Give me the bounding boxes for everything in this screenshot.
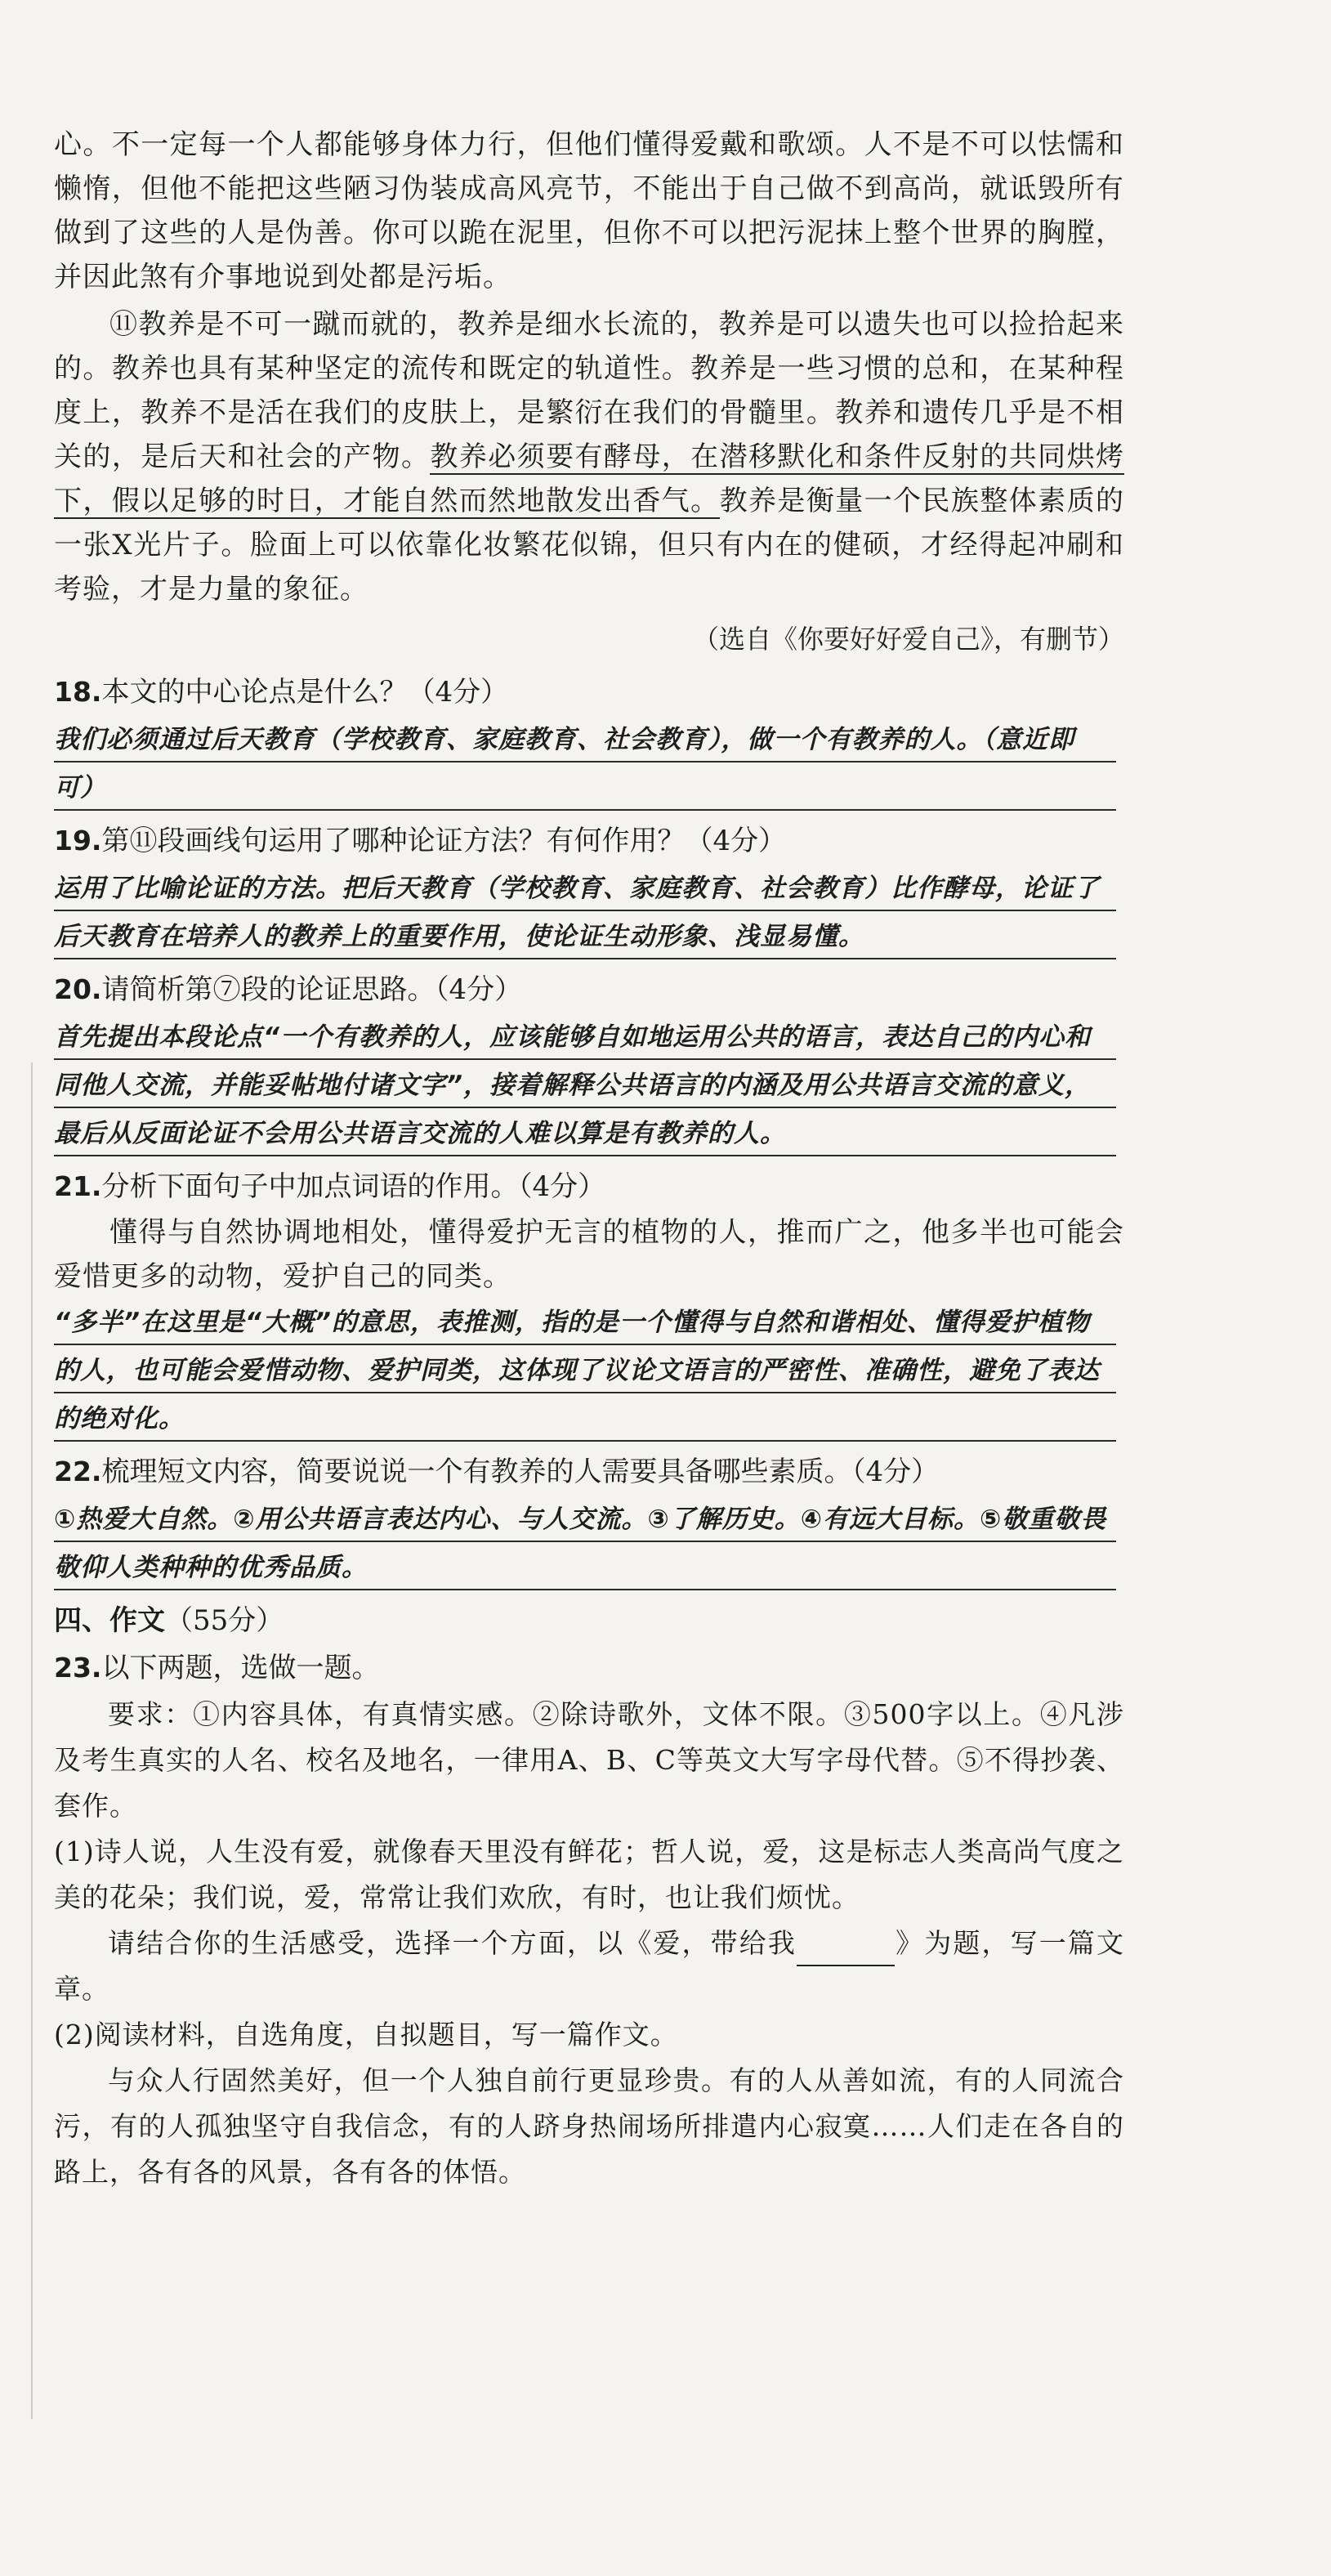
essay-requirements: 要求：①内容具体，有真情实感。②除诗歌外，文体不限。③500字以上。④凡涉及考生真实的人名、校名及地名，一律用A、B、C等英文大写字母代替。⑤不得抄袭、套作。 — [54, 1698, 1124, 1822]
margin-rule — [31, 1062, 33, 2419]
question-number: 21. — [54, 1170, 102, 1202]
question-number: 19. — [54, 825, 102, 856]
passage-source: （选自《你要好好爱自己》，有删节） — [692, 624, 1124, 655]
section-title: 四、作文 — [54, 1604, 165, 1637]
question-number: 23. — [54, 1652, 102, 1684]
title-blank — [797, 1937, 895, 1966]
question-number: 22. — [54, 1456, 102, 1487]
task-text-b: 》为题，写一篇文章。 — [54, 1927, 1124, 2005]
question-text: 第⑪段画线句运用了哪种论证方法？有何作用？（4分） — [101, 825, 787, 857]
answer-22: ①热爱大自然。②用公共语言表达内心、与人交流。③了解历史。④有远大目标。⑤敬重敬畏敬仰人类种种的优秀品质。 — [54, 1496, 1116, 1592]
question-text: 请简析第⑦段的论证思路。（4分） — [101, 973, 523, 1006]
answer-20: 首先提出本段论点“一个有教养的人，应该能够自如地运用公共的语言，表达自己的内心和同他人交流，并能妥帖地付诸文字”，接着解释公共语言的内涵及用公共语言交流的意义，最后从反面论证不会用公共语言交流的人难以算是有教养的人。 — [54, 1013, 1116, 1158]
question-text: 本文的中心论点是什么？（4分） — [101, 676, 509, 709]
essay-option-2: (2)阅读材料，自选角度，自拟题目，写一篇作文。 — [54, 2019, 678, 2051]
essay-option-1: (1)诗人说，人生没有爱，就像春天里没有鲜花；哲人说，爱，这是标志人类高尚气度之美的花朵；我们说，爱，常常让我们欢欣，有时，也让我们烦忧。 — [54, 1836, 1124, 1913]
question-22 — [54, 1448, 1124, 1592]
section-score: （55分） — [165, 1604, 284, 1637]
essay-material: 与众人行固然美好，但一个人独自前行更显珍贵。有的人从善如流，有的人同流合污，有的人孤独坚守自我信念，有的人跻身热闹场所排遣内心寂寞……人们走在各自的路上，各有各的风景，各有各的体悟。 — [54, 2064, 1124, 2188]
task-text-a: 请结合你的生活感受，选择一个方面，以《爱，带给我 — [108, 1927, 797, 1959]
question-18 — [54, 669, 1124, 812]
paragraph-11-text-b: 教养是衡量一个民族整体素质的一张X光片子。脸面上可以依靠化妆繁花似锦，但只有内在的健硕，才经得起冲刷和考验，才是力量的象征。 — [54, 485, 1125, 606]
question-22-prompt — [54, 1448, 1124, 1496]
question-21-quote: 懂得与自然协调地相处，懂得爱护无言的植物的人，推而广之，他多半也可能会爱惜更多的动物，爱护自己的同类。 — [54, 1216, 1124, 1293]
question-21 — [54, 1163, 1124, 1443]
question-text: 分析下面句子中加点词语的作用。（4分） — [101, 1170, 606, 1203]
question-number: 20. — [54, 973, 102, 1005]
question-19-prompt — [54, 817, 1124, 865]
question-text: 梳理短文内容，简要说说一个有教养的人需要具备哪些素质。（4分） — [101, 1456, 940, 1488]
underlined-sentence: 教养必须要有酵母，在潜移默化和条件反射的共同烘烤下，假以足够的时日，才能自然而然地散发出香气。 — [54, 441, 1125, 517]
question-23-prompt — [54, 1644, 1124, 1692]
page-content — [54, 123, 1124, 2195]
essay-option-1-task — [54, 1921, 1124, 2012]
paragraph-11-text-a: ⑪教养是不可一蹴而就的，教养是细水长流的，教养是可以遗失也可以捡拾起来的。教养也具有某种坚定的流传和既定的轨道性。教养是一些习惯的总和，在某种程度上，教养不是活在我们的皮肤上，是繁衍在我们的骨髓里。教养和遗传几乎是不相关的，是后天和社会的产物。 — [54, 308, 1124, 473]
question-19 — [54, 817, 1124, 961]
question-number: 18. — [54, 676, 102, 708]
passage-paragraph-continued: 心。不一定每一个人都能够身体力行，但他们懂得爱戴和歌颂。人不是不可以怯懦和懒惰，但他不能把这些陋习伪装成高风亮节，不能出于自己做不到高尚，就诋毁所有做到了这些的人是伪善。你可以跪在泥里，但你不可以把污泥抹上整个世界的胸膛，并因此煞有介事地说到处都是污垢。 — [54, 128, 1124, 293]
answer-19: 运用了比喻论证的方法。把后天教育（学校教育、家庭教育、社会教育）比作酵母，论证了后天教育在培养人的教养上的重要作用，使论证生动形象、浅显易懂。 — [54, 865, 1116, 961]
section-4-heading — [54, 1597, 1124, 1644]
answer-21: “多半”在这里是“大概”的意思，表推测，指的是一个懂得与自然和谐相处、懂得爱护植物的人，也可能会爱惜动物、爱护同类，这体现了议论文语言的严密性、准确性，避免了表达的绝对化。 — [54, 1299, 1116, 1443]
question-text: 以下两题，选做一题。 — [101, 1652, 380, 1684]
question-21-prompt — [54, 1163, 1124, 1210]
question-18-prompt — [54, 669, 1124, 716]
answer-18: 我们必须通过后天教育（学校教育、家庭教育、社会教育），做一个有教养的人。（意近即可） — [54, 716, 1116, 812]
question-20 — [54, 966, 1124, 1158]
passage-paragraph-11 — [54, 302, 1124, 611]
question-20-prompt — [54, 966, 1124, 1013]
